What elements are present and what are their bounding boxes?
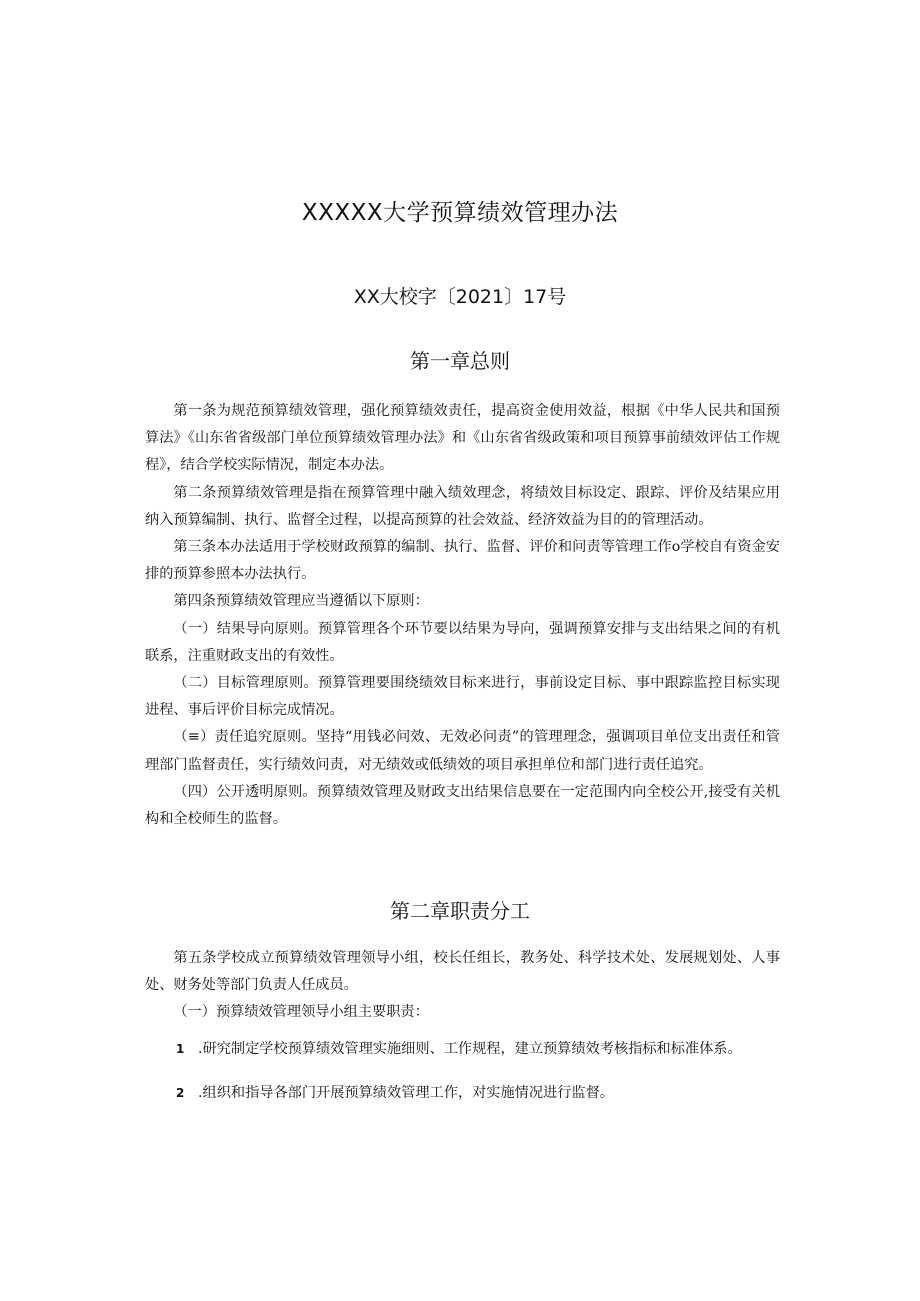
article-4-paragraph: 第四条预算绩效管理应当遵循以下原则： — [173, 593, 429, 610]
list-item-number: 2 — [176, 1086, 185, 1100]
chapter-1-body — [145, 398, 780, 833]
principle-1-paragraph: （一）结果导向原则。预算管理各个环节要以结果为导向，强调预算安排与支出结果之间的有机联系，注重财政支出的有效性。 — [145, 620, 780, 664]
article-5-paragraph: 第五条学校成立预算绩效管理领导小组，校长任组长，教务处、科学技术处、发展规划处、人事处、财务处等部门负责人任成员。 — [145, 950, 780, 994]
document-number: XX大校字〔2021〕17号 — [353, 286, 567, 308]
chapter-2-body — [145, 945, 780, 1027]
list-item-number: 1 — [176, 1042, 185, 1056]
principle-3-paragraph: （≡）责任追究原则。坚持“用钱必问效、无效必问责”的管理理念，强调项目单位支出责任和管理部门监督责任，实行绩效问责，对无绩效或低绩效的项目承担单位和部门进行责任追究。 — [145, 729, 780, 773]
list-item-text: .组织和指导各部门开展预算绩效管理工作，对实施情况进行监督。 — [198, 1085, 614, 1101]
article-3-paragraph: 第三条本办法适用于学校财政预算的编制、执行、监督、评价和问责等管理工作o学校自有资金安排的预算参照本办法执行。 — [145, 539, 780, 583]
list-item — [176, 1081, 614, 1105]
article-2-paragraph: 第二条预算绩效管理是指在预算管理中融入绩效理念，将绩效目标设定、跟踪、评价及结果应用纳入预算编制、执行、监督全过程，以提高预算的社会效益、经济效益为目的的管理活动。 — [145, 484, 780, 528]
chapter-heading-2: 第二章职责分工 — [390, 899, 530, 923]
document-title: XXXXX大学预算绩效管理办法 — [301, 200, 619, 226]
chapter-heading-1: 第一章总则 — [410, 349, 510, 373]
list-item-text: .研究制定学校预算绩效管理实施细则、工作规程，建立预算绩效考核指标和标准体系。 — [198, 1041, 742, 1057]
article-1-paragraph: 第一条为规范预算绩效管理，强化预算绩效责任，提高资金使用效益，根据《中华人民共和国预算法》《山东省省级部门单位预算绩效管理办法》和《山东省省级政策和项目预算事前绩效评估工作规程》，结合学校实际情况，制定本办法。 — [145, 403, 780, 474]
list-item — [176, 1037, 742, 1061]
principle-4-paragraph: （四）公开透明原则。预算绩效管理及财政支出结果信息要在一定范围内向全校公开,接受有关机构和全校师生的监督。 — [145, 783, 780, 828]
principle-2-paragraph: （二）目标管理原则。预算管理要围绕绩效目标来进行，事前设定目标、事中跟踪监控目标实现进程、事后评价目标完成情况。 — [145, 675, 780, 719]
duties-intro-paragraph: （一）预算绩效管理领导小组主要职责： — [173, 1004, 429, 1021]
